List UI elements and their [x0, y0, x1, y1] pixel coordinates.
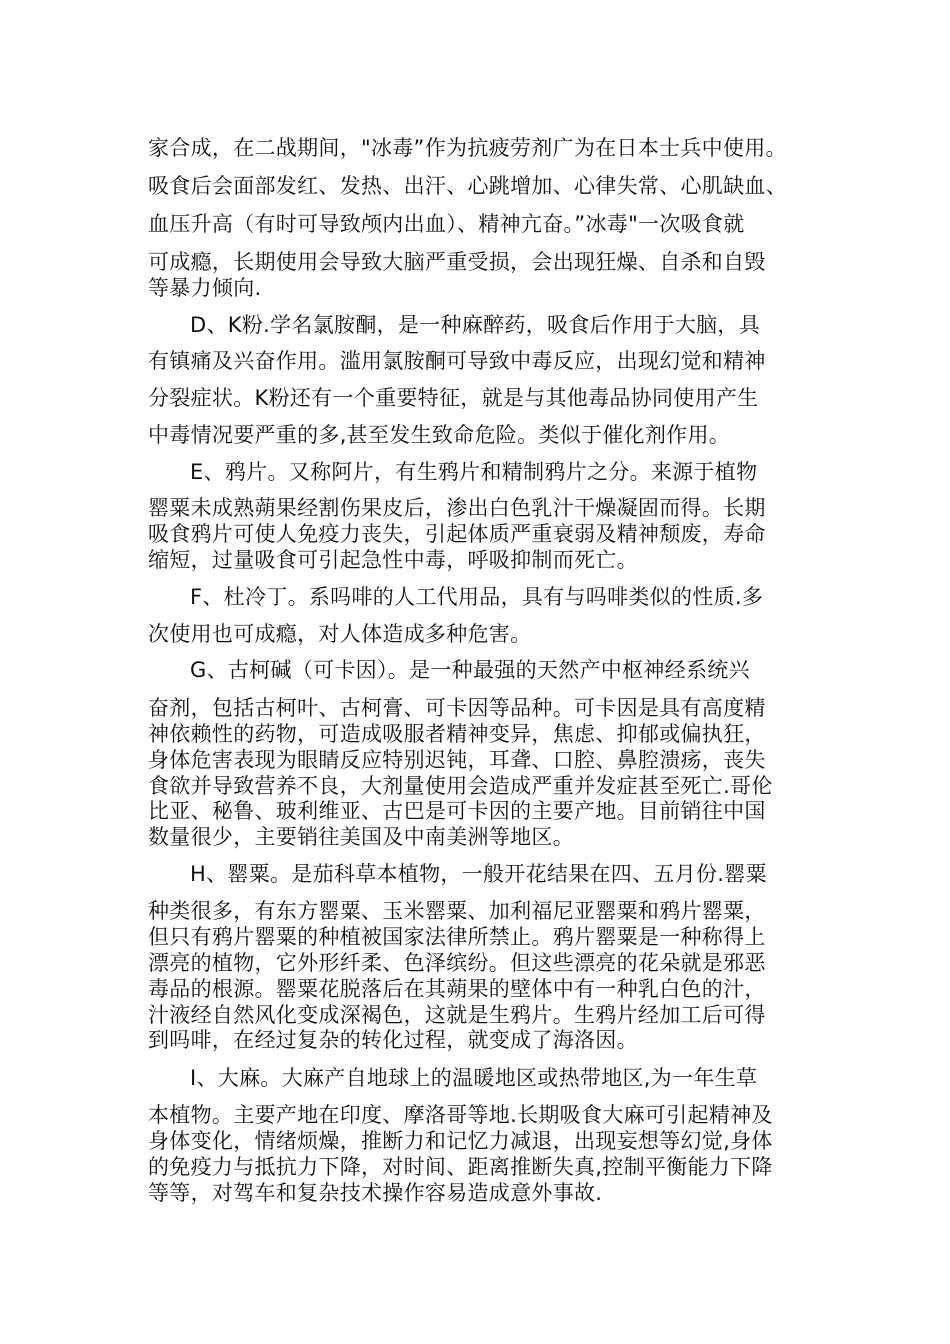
text-line: 到吗啡，在经过复杂的转化过程，就变成了海洛因。 [148, 1028, 638, 1052]
text-line: 身体变化，情绪烦燥，推断力和记忆力减退，出现妄想等幻觉,身体 [148, 1129, 773, 1153]
text-line: 种类很多，有东方罂粟、玉米罂粟、加利福尼亚罂粟和鸦片罂粟， [148, 899, 766, 923]
text-line: 本植物。主要产地在印度、摩洛哥等地.长期吸食大麻可引起精神及 [148, 1103, 773, 1127]
text-line: 神依赖性的药物，可造成吸服者精神变异，焦虑、抑郁或偏执狂， [148, 722, 766, 746]
paragraph-first-line: D、K粉.学名氯胺酮，是一种麻醉药，吸食后作用于大脑，具 [190, 313, 761, 337]
text-line: 等等，对驾车和复杂技术操作容易造成意外事故. [148, 1181, 603, 1205]
text-line: 食欲并导致营养不良，大剂量使用会造成严重并发症甚至死亡.哥伦 [148, 774, 773, 798]
text-line: 罂粟未成熟蒴果经割伤果皮后，渗出白色乳汁干燥凝固而得。长期 [148, 496, 766, 520]
text-line: 奋剂，包括古柯叶、古柯膏、可卡因等品种。可卡因是具有高度精 [148, 696, 766, 720]
paragraph-first-line: F、杜冷丁。系吗啡的人工代用品，具有与吗啡类似的性质.多 [190, 585, 764, 609]
text-line: 汁液经自然风化变成深褐色，这就是生鸦片。生鸦片经加工后可得 [148, 1003, 766, 1027]
text-line: 漂亮的植物，它外形纤柔、色泽缤纷。但这些漂亮的花朵就是邪恶 [148, 951, 766, 975]
text-line: 身体危害表现为眼睛反应特别迟钝，耳聋、口腔、鼻腔溃疡，丧失 [148, 748, 766, 772]
text-line: 次使用也可成瘾，对人体造成多种危害。 [148, 622, 532, 646]
text-line: 家合成，在二战期间，"冰毒”作为抗疲劳剂广为在日本士兵中使用。 [148, 136, 787, 160]
text-line: 毒品的根源。罂粟花脱落后在其蒴果的壁体中有一种乳白色的汁， [148, 977, 766, 1001]
paragraph-first-line: H、罂粟。是茄科草本植物，一般开花结果在四、五月份.罂粟 [190, 862, 767, 886]
paragraph-first-line: E、鸦片。又称阿片，有生鸦片和精制鸦片之分。来源于植物 [190, 460, 758, 484]
text-line: 缩短，过量吸食可引起急性中毒，呼吸抑制而死亡。 [148, 548, 638, 572]
paragraph-first-line: I、大麻。大麻产自地球上的温暖地区或热带地区,为一年生草 [190, 1066, 758, 1090]
text-line: 等暴力倾向. [148, 276, 262, 300]
text-line: 比亚、秘鲁、玻利维亚、古巴是可卡因的主要产地。目前销往中国 [148, 799, 766, 823]
text-line: 的免疫力与抵抗力下降，对时间、距离推断失真,控制平衡能力下降 [148, 1155, 773, 1179]
text-line: 数量很少，主要销往美国及中南美洲等地区。 [148, 825, 574, 849]
text-line: 有镇痛及兴奋作用。滥用氯胺酮可导致中毒反应，出现幻觉和精神 [148, 349, 766, 373]
text-line: 分裂症状。K粉还有一个重要特征，就是与其他毒品协同使用产生 [148, 386, 759, 410]
text-line: 中毒情况要严重的多,甚至发生致命危险。类似于催化剂作用。 [148, 423, 731, 447]
text-line: 吸食鸦片可使人免疫力丧失，引起体质严重衰弱及精神颓废，寿命 [148, 522, 766, 546]
text-line: 吸食后会面部发红、发热、出汗、心跳增加、心律失常、心肌缺血、 [148, 174, 787, 198]
text-line: 血压升高（有时可导致颅内出血）、精神亢奋。”冰毒"一次吸食就 [148, 212, 745, 236]
paragraph-first-line: G、古柯碱（可卡因）。是一种最强的天然产中枢神经系统兴 [190, 658, 750, 682]
text-line: 可成瘾，长期使用会导致大脑严重受损，会出现狂燥、自杀和自毁 [148, 250, 766, 274]
text-line: 但只有鸦片罂粟的种植被国家法律所禁止。鸦片罂粟是一种称得上 [148, 925, 766, 949]
